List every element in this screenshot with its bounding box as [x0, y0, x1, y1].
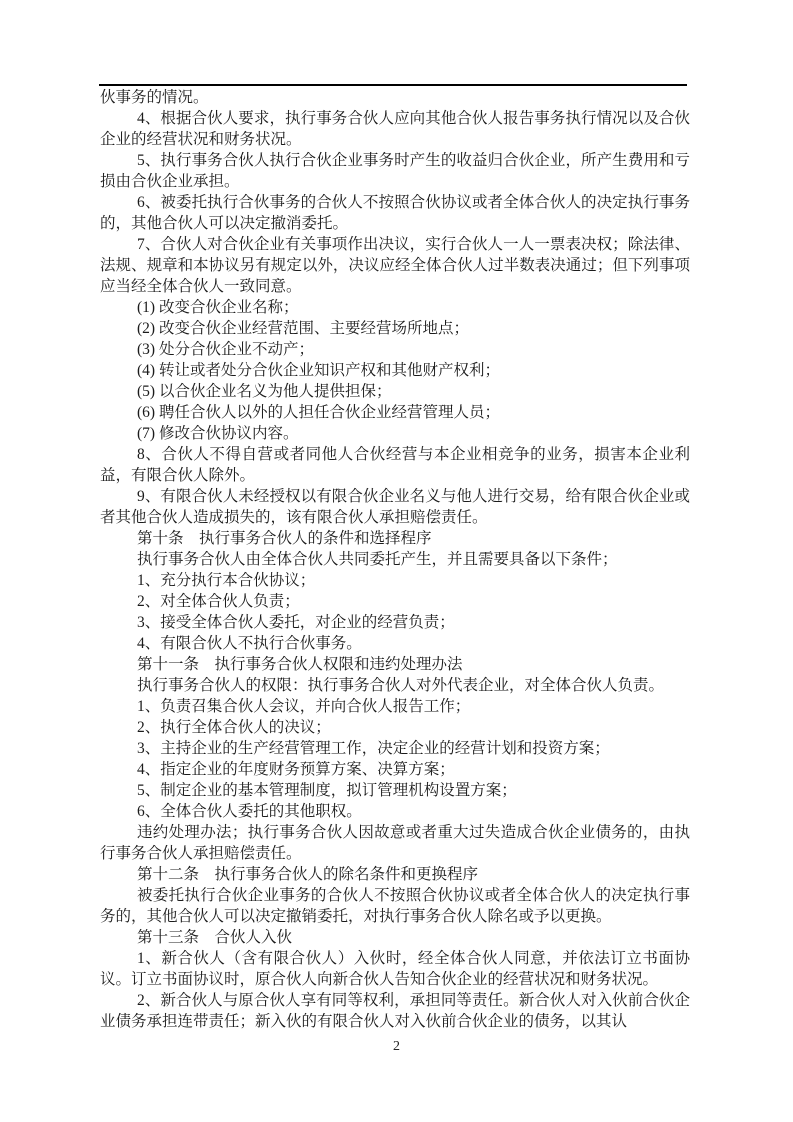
paragraph: 违约处理办法；执行事务合伙人因故意或者重大过失造成合伙企业债务的，由执行事务合伙人承担赔偿责任。 — [100, 824, 690, 862]
paragraph: 伙事务的情况。 — [100, 89, 209, 106]
paragraph: 第十一条 执行事务合伙人权限和违约处理办法 — [137, 656, 463, 673]
paragraph: 5、执行事务合伙人执行合伙企业事务时产生的收益归合伙企业，所产生费用和亏损由合伙企业承担。 — [100, 152, 690, 190]
paragraph: (5) 以合伙企业名义为他人提供担保； — [137, 383, 392, 400]
paragraph: 6、被委托执行合伙事务的合伙人不按照合伙协议或者全体合伙人的决定执行事务的，其他合伙人可以决定撤消委托。 — [100, 194, 690, 232]
page-number: 2 — [393, 1039, 400, 1054]
paragraph: 4、有限合伙人不执行合伙事务。 — [137, 635, 362, 652]
paragraph: 5、制定企业的基本管理制度，拟订管理机构设置方案； — [137, 782, 517, 799]
paragraph: (4) 转让或者处分合伙企业知识产权和其他财产权利； — [137, 362, 500, 379]
paragraph: (7) 修改合伙协议内容。 — [137, 425, 299, 442]
paragraph: (1) 改变合伙企业名称； — [137, 299, 299, 316]
paragraph: 3、主持企业的生产经营管理工作，决定企业的经营计划和投资方案； — [137, 740, 610, 757]
paragraph: 4、指定企业的年度财务预算方案、决算方案； — [137, 761, 455, 778]
paragraph: 第十三条 合伙人入伙 — [137, 929, 293, 946]
paragraph: 执行事务合伙人的权限：执行事务合伙人对外代表企业，对全体合伙人负责。 — [137, 677, 665, 694]
paragraph: 被委托执行合伙企业事务的合伙人不按照合伙协议或者全体合伙人的决定执行事务的，其他合伙人可以决定撤销委托，对执行事务合伙人除名或予以更换。 — [100, 887, 690, 925]
paragraph: 6、全体合伙人委托的其他职权。 — [137, 803, 362, 820]
paragraph: 7、合伙人对合伙企业有关事项作出决议，实行合伙人一人一票表决权；除法律、法规、规章和本协议另有规定以外，决议应经全体合伙人过半数表决通过；但下列事项应当经全体合伙人一致同意。 — [100, 236, 690, 295]
paragraph: 1、充分执行本合伙协议； — [137, 572, 316, 589]
paragraph: 3、接受全体合伙人委托，对企业的经营负责； — [137, 614, 455, 631]
paragraph: 第十条 执行事务合伙人的条件和选择程序 — [137, 530, 432, 547]
paragraph: 8、合伙人不得自营或者同他人合伙经营与本企业相竞争的业务，损害本企业利益，有限合伙人除外。 — [100, 446, 690, 484]
paragraph: 2、新合伙人与原合伙人享有同等权利，承担同等责任。新合伙人对入伙前合伙企业债务承担连带责任；新入伙的有限合伙人对入伙前合伙企业的债务，以其认 — [100, 992, 690, 1030]
paragraph: 2、对全体合伙人负责； — [137, 593, 300, 610]
paragraph: 第十二条 执行事务合伙人的除名条件和更换程序 — [137, 866, 479, 883]
paragraph: 1、新合伙人（含有限合伙人）入伙时，经全体合伙人同意，并依法订立书面协议。订立书面协议时，原合伙人向新合伙人告知合伙企业的经营状况和财务状况。 — [100, 950, 690, 988]
paragraph: (2) 改变合伙企业经营范围、主要经营场所地点； — [137, 320, 469, 337]
paragraph: 2、执行全体合伙人的决议； — [137, 719, 331, 736]
paragraph: 1、负责召集合伙人会议，并向合伙人报告工作； — [137, 698, 471, 715]
paragraph: 执行事务合伙人由全体合伙人共同委托产生，并且需要具备以下条件； — [137, 551, 618, 568]
paragraph: (6) 聘任合伙人以外的人担任合伙企业经营管理人员； — [137, 404, 500, 421]
paragraph: (3) 处分合伙企业不动产； — [137, 341, 314, 358]
document-body — [100, 87, 690, 1032]
header-rule — [99, 84, 687, 86]
paragraph: 4、根据合伙人要求，执行事务合伙人应向其他合伙人报告事务执行情况以及合伙企业的经营状况和财务状况。 — [100, 110, 690, 148]
paragraph: 9、有限合伙人未经授权以有限合伙企业名义与他人进行交易，给有限合伙企业或者其他合伙人造成损失的，该有限合伙人承担赔偿责任。 — [100, 488, 690, 526]
